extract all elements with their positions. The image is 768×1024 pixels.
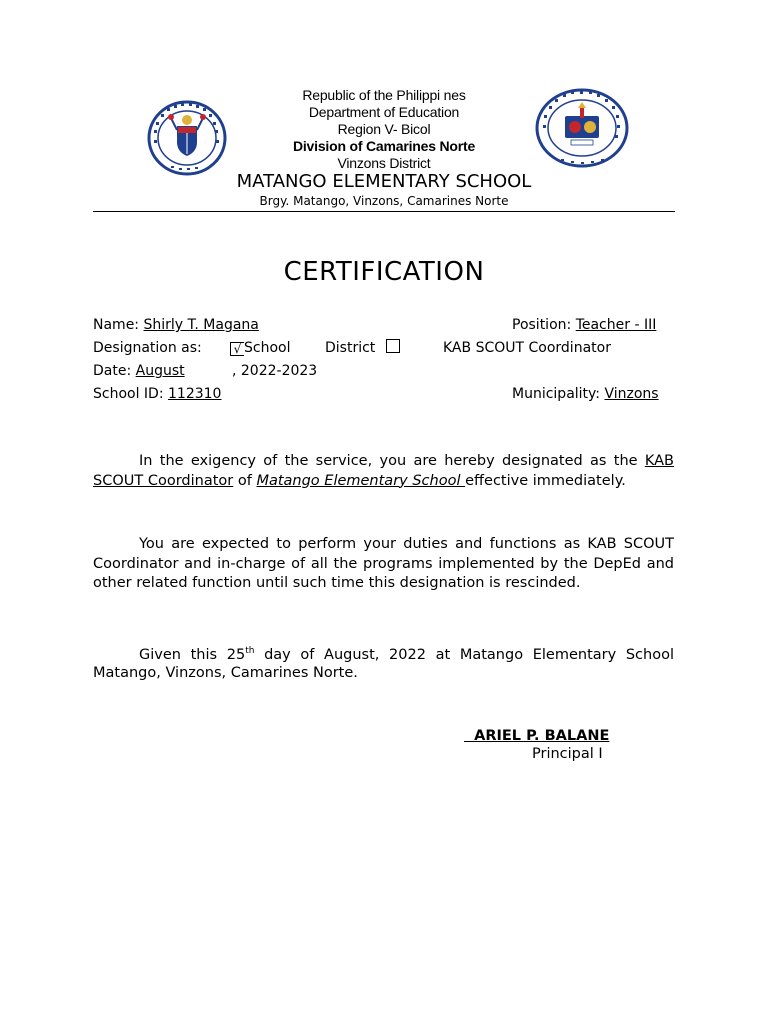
department-line: Department of Education xyxy=(308,104,460,120)
school-address: Brgy. Matango, Vinzons, Camarines Norte xyxy=(259,194,509,208)
designation-label: Designation as: xyxy=(93,340,202,356)
p3-text-a: Given this 25 xyxy=(139,646,246,663)
school-option xyxy=(230,339,290,357)
district-checkbox xyxy=(386,339,400,353)
name-value: Shirly T. Magana xyxy=(143,317,259,333)
republic-line: Republic of the Philippi nes xyxy=(302,87,466,103)
name-field xyxy=(93,316,259,334)
school-seal-logo xyxy=(535,88,630,168)
school-name: MATANGO ELEMENTARY SCHOOL xyxy=(236,171,532,192)
school-id-value: 112310 xyxy=(168,386,222,402)
header-divider xyxy=(93,211,675,212)
district-line: Vinzons District xyxy=(337,155,431,171)
municipality-label: Municipality: xyxy=(512,386,605,402)
signatory-position: Principal I xyxy=(532,746,603,762)
position-value: Teacher - III xyxy=(575,317,657,333)
school-checkbox xyxy=(230,342,244,356)
p1-school: Matango Elementary School xyxy=(256,472,466,489)
paragraph-duties xyxy=(93,535,674,594)
p2-text: You are expected to perform your duties and functions as KAB SCOUT Coordinator and in-charge of all the programs implemented by the DepEd and other related function until such time this designation is rescinded. xyxy=(93,536,674,591)
p1-text-b: of xyxy=(233,472,257,489)
p1-role: KAB SCOUT Coordinator xyxy=(93,453,674,489)
paragraph-given xyxy=(93,642,674,682)
school-id-field xyxy=(93,385,221,403)
p3-ordinal: th xyxy=(245,646,255,656)
region-line: Region V- Bicol xyxy=(337,121,431,137)
municipality-value: Vinzons xyxy=(604,386,659,402)
p1-text-c: effective immediately. xyxy=(465,472,626,489)
p1-text-a: In the exigency of the service, you are hereby designated as the xyxy=(139,453,645,469)
position-label: Position: xyxy=(512,317,576,333)
p3-text-b: day of August, 2022 at Matango Elementary School Matango, Vinzons, Camarines Norte. xyxy=(93,646,674,681)
date-year: , 2022-2023 xyxy=(232,363,318,379)
district-option xyxy=(325,339,400,357)
date-label: Date: xyxy=(93,363,136,379)
name-label: Name: xyxy=(93,317,144,333)
paragraph-designation xyxy=(93,452,674,491)
school-option-label: School xyxy=(244,340,291,356)
signatory-name: ARIEL P. BALANE xyxy=(464,728,610,744)
document-title: CERTIFICATION xyxy=(283,257,485,287)
division-line: Division of Camarines Norte xyxy=(292,138,476,154)
coordinator-label: KAB SCOUT Coordinator xyxy=(443,340,611,356)
municipality-field xyxy=(512,385,659,403)
date-month: August xyxy=(135,363,185,379)
school-id-label: School ID: xyxy=(93,386,169,402)
date-field xyxy=(93,362,185,380)
position-field xyxy=(512,316,656,334)
district-option-label: District xyxy=(325,340,376,356)
checkmark-icon: √ xyxy=(233,342,242,356)
